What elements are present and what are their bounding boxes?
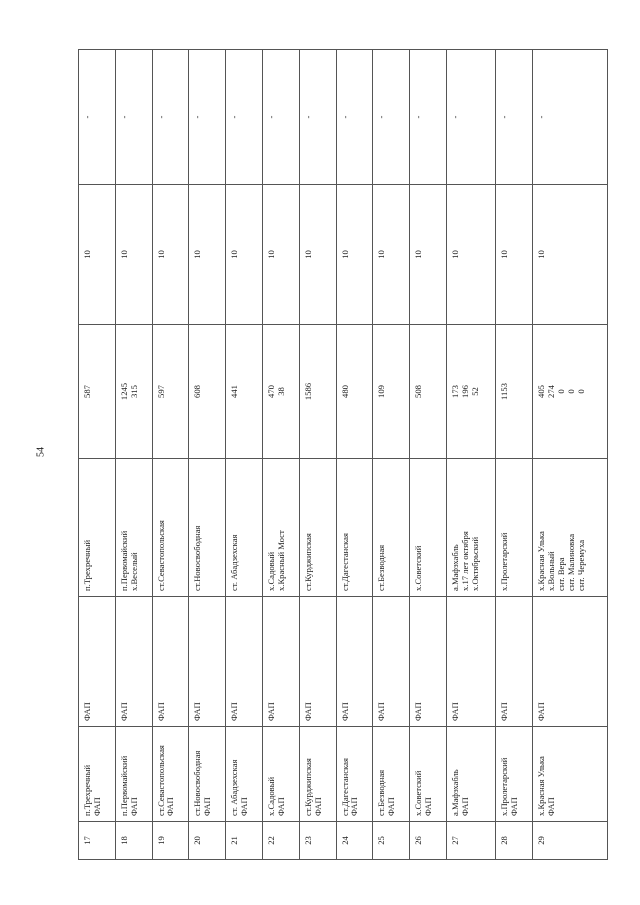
facility-type-cell: ФАП <box>496 597 533 727</box>
facility-name-cell: х.Садовый ФАП <box>262 727 299 822</box>
population-cell: 480 <box>336 325 373 459</box>
facility-type-cell: ФАП <box>152 597 189 727</box>
row-number-cell: 22 <box>262 822 299 860</box>
settlements-cell: х.Советский <box>410 459 447 597</box>
distance-cell: 10 <box>189 185 226 325</box>
facility-type-cell: ФАП <box>115 597 152 727</box>
row-number-cell: 23 <box>299 822 336 860</box>
row-number-cell: 25 <box>373 822 410 860</box>
facility-type-cell: ФАП <box>262 597 299 727</box>
row-number-cell: 27 <box>446 822 495 860</box>
row-number-cell: 29 <box>533 822 608 860</box>
table-row <box>226 50 263 860</box>
extra-cell: - <box>533 50 608 185</box>
settlements-cell: ст.Севастопольская <box>152 459 189 597</box>
facility-type-cell: ФАП <box>299 597 336 727</box>
facility-name-cell: ст.Безводная ФАП <box>373 727 410 822</box>
facility-name-cell: ст.Дагестанская ФАП <box>336 727 373 822</box>
distance-cell: 10 <box>79 185 116 325</box>
distance-cell: 10 <box>373 185 410 325</box>
table-row <box>299 50 336 860</box>
distance-cell: 10 <box>299 185 336 325</box>
table-row <box>262 50 299 860</box>
population-cell: 1586 <box>299 325 336 459</box>
extra-cell: - <box>79 50 116 185</box>
population-cell: 1153 <box>496 325 533 459</box>
extra-cell: - <box>373 50 410 185</box>
population-cell: 597 <box>152 325 189 459</box>
facility-type-cell: ФАП <box>189 597 226 727</box>
table-row <box>79 50 116 860</box>
facility-name-cell: ст.Севастопольская ФАП <box>152 727 189 822</box>
facility-type-cell: ФАП <box>533 597 608 727</box>
extra-cell: - <box>152 50 189 185</box>
page-number: 54 <box>35 447 47 457</box>
distance-cell: 10 <box>262 185 299 325</box>
table-row <box>152 50 189 860</box>
table-row <box>373 50 410 860</box>
population-cell: 508 <box>410 325 447 459</box>
settlements-cell: а.Мафэхабль х.17 лет октября х.Октябрьский <box>446 459 495 597</box>
facility-type-cell: ФАП <box>79 597 116 727</box>
row-number-cell: 26 <box>410 822 447 860</box>
population-cell: 405 274 0 0 0 <box>533 325 608 459</box>
row-number-cell: 18 <box>115 822 152 860</box>
population-cell: 587 <box>79 325 116 459</box>
extra-cell: - <box>226 50 263 185</box>
table-row <box>446 50 495 860</box>
facility-name-cell: х.Советский ФАП <box>410 727 447 822</box>
facility-type-cell: ФАП <box>410 597 447 727</box>
settlements-cell: х.Красная Улька х.Вольный снт. Вера снт. Малиновка снт. Черемуха <box>533 459 608 597</box>
settlements-cell: ст.Дагестанская <box>336 459 373 597</box>
extra-cell: - <box>115 50 152 185</box>
facility-name-cell: а.Мафэхабль ФАП <box>446 727 495 822</box>
row-number-cell: 17 <box>79 822 116 860</box>
population-cell: 441 <box>226 325 263 459</box>
distance-cell: 10 <box>152 185 189 325</box>
settlements-cell: ст. Абадзехская <box>226 459 263 597</box>
distance-cell: 10 <box>336 185 373 325</box>
table-body <box>79 50 608 860</box>
facility-type-cell: ФАП <box>373 597 410 727</box>
facility-type-cell: ФАП <box>226 597 263 727</box>
facility-name-cell: ст.Курджипская ФАП <box>299 727 336 822</box>
extra-cell: - <box>262 50 299 185</box>
distance-cell: 10 <box>496 185 533 325</box>
population-cell: 173 196 52 <box>446 325 495 459</box>
table-row <box>115 50 152 860</box>
population-cell: 470 38 <box>262 325 299 459</box>
extra-cell: - <box>336 50 373 185</box>
settlements-cell: п.Первомайский х.Веселый <box>115 459 152 597</box>
table-row <box>496 50 533 860</box>
row-number-cell: 21 <box>226 822 263 860</box>
distance-cell: 10 <box>226 185 263 325</box>
rotated-table-wrapper <box>78 50 608 860</box>
settlements-cell: п.Трехречный <box>79 459 116 597</box>
extra-cell: - <box>299 50 336 185</box>
settlements-cell: х.Садовый х.Красный Мост <box>262 459 299 597</box>
row-number-cell: 20 <box>189 822 226 860</box>
facility-name-cell: х.Пролетарский ФАП <box>496 727 533 822</box>
table-row <box>533 50 608 860</box>
row-number-cell: 19 <box>152 822 189 860</box>
facility-name-cell: ст. Абадзехская ФАП <box>226 727 263 822</box>
facility-name-cell: п.Трехречный ФАП <box>79 727 116 822</box>
facility-type-cell: ФАП <box>336 597 373 727</box>
facility-name-cell: х.Красная Улька ФАП <box>533 727 608 822</box>
extra-cell: - <box>496 50 533 185</box>
distance-cell: 10 <box>115 185 152 325</box>
distance-cell: 10 <box>410 185 447 325</box>
settlements-cell: ст.Безводная <box>373 459 410 597</box>
population-cell: 608 <box>189 325 226 459</box>
distance-cell: 10 <box>533 185 608 325</box>
population-cell: 109 <box>373 325 410 459</box>
extra-cell: - <box>446 50 495 185</box>
table-row <box>336 50 373 860</box>
distance-cell: 10 <box>446 185 495 325</box>
facility-name-cell: п.Первомайский ФАП <box>115 727 152 822</box>
settlements-cell: х.Пролетарский <box>496 459 533 597</box>
row-number-cell: 28 <box>496 822 533 860</box>
row-number-cell: 24 <box>336 822 373 860</box>
facility-type-cell: ФАП <box>446 597 495 727</box>
extra-cell: - <box>189 50 226 185</box>
table-row <box>189 50 226 860</box>
facility-name-cell: ст.Новосвободная ФАП <box>189 727 226 822</box>
population-cell: 1245 315 <box>115 325 152 459</box>
settlements-cell: ст.Курджипская <box>299 459 336 597</box>
extra-cell: - <box>410 50 447 185</box>
settlements-cell: ст.Новосвободная <box>189 459 226 597</box>
table-row <box>410 50 447 860</box>
facilities-table <box>78 49 608 860</box>
